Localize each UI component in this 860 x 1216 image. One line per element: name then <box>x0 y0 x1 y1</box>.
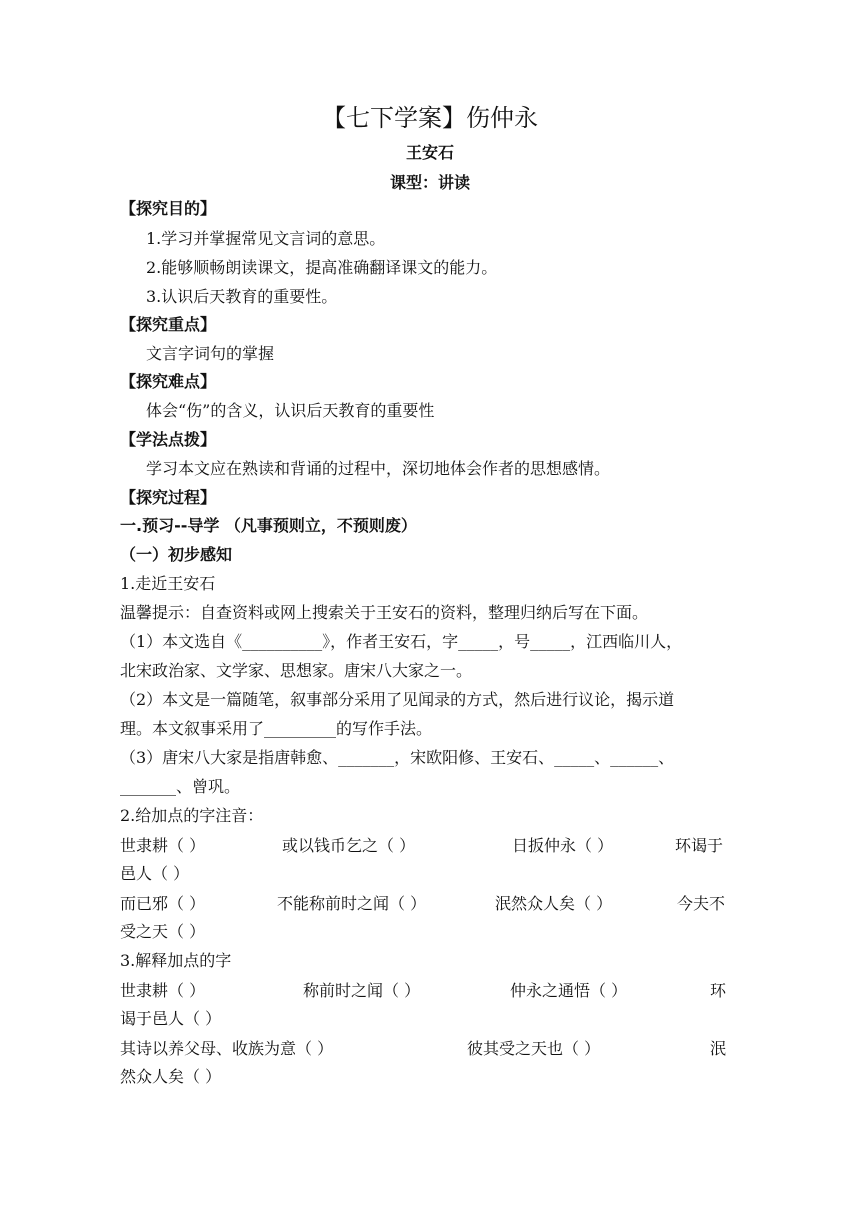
explain-entry: 世隶耕（ ） <box>120 981 206 1000</box>
key-text: 文言字词句的掌握 <box>146 344 275 363</box>
pinyin-entry: 环谒于 <box>675 836 724 855</box>
page-title: 【七下学案】伤仲永 <box>322 104 538 132</box>
goal-1: 1.学习并掌握常见文言词的意思。 <box>146 229 386 248</box>
explain-row-2: 谒于邑人（ ） <box>120 1009 222 1028</box>
pinyin-entry: 而已邪（ ） <box>120 894 206 913</box>
explain-entry: 彼其受之天也（ ） <box>467 1039 601 1058</box>
pinyin-entry: 今夫不 <box>677 894 726 913</box>
pinyin-row-3 <box>120 891 740 915</box>
pinyin-entry: 世隶耕（ ） <box>120 836 206 855</box>
explain-entry: 泯 <box>710 1039 727 1058</box>
process-heading: 【探究过程】 <box>120 488 217 507</box>
method-heading: 【学法点拨】 <box>120 430 217 449</box>
item-1: 1.走近王安石 <box>120 574 216 593</box>
item-3: 3.解释加点的字 <box>120 951 232 970</box>
goal-2: 2.能够顺畅朗读课文，提高准确翻译课文的能力。 <box>146 258 498 277</box>
difficulty-heading: 【探究难点】 <box>120 372 217 391</box>
pinyin-row-2: 邑人（ ） <box>120 864 190 883</box>
preview-heading: 一.预习--导学 （凡事预则立，不预则废） <box>120 516 417 535</box>
explain-entry: 称前时之闻（ ） <box>303 981 421 1000</box>
tip-text: 温馨提示：自查资料或网上搜索关于王安石的资料，整理归纳后写在下面。 <box>120 603 649 622</box>
question-1-line-2: 北宋政治家、文学家、思想家。唐宋八大家之一。 <box>120 661 473 680</box>
question-2-line-1: （2）本文是一篇随笔，叙事部分采用了见闻录的方式，然后进行议论，揭示道 <box>120 690 675 709</box>
pinyin-entry: 泯然众人矣（ ） <box>495 894 613 913</box>
item-2: 2.给加点的字注音： <box>120 806 264 825</box>
pinyin-entry: 不能称前时之闻（ ） <box>277 894 427 913</box>
goal-3: 3.认识后天教育的重要性。 <box>146 287 338 306</box>
author: 王安石 <box>405 143 454 162</box>
pinyin-entry: 或以钱币乞之（ ） <box>282 836 416 855</box>
lesson-type: 课型：讲读 <box>389 173 470 192</box>
explain-entry: 环 <box>710 981 727 1000</box>
question-3-line-1: （3）唐宋八大家是指唐韩愈、_______，宋欧阳修、王安石、_____、______、 <box>120 748 675 767</box>
question-1-line-1: （1）本文选自《__________》，作者王安石，字_____，号_____，江西临川人， <box>120 632 683 651</box>
pinyin-entry: 日扳仲永（ ） <box>512 836 614 855</box>
pinyin-row-4: 受之天（ ） <box>120 922 206 941</box>
explain-row-3 <box>120 1036 740 1060</box>
difficulty-text: 体会“伤”的含义，认识后天教育的重要性 <box>146 401 435 420</box>
method-text: 学习本文应在熟读和背诵的过程中，深切地体会作者的思想感情。 <box>146 459 611 478</box>
explain-row-1 <box>120 978 740 1002</box>
explain-entry: 仲永之通悟（ ） <box>510 981 628 1000</box>
pinyin-row-1 <box>120 833 740 857</box>
goal-heading: 【探究目的】 <box>120 199 217 218</box>
explain-entry: 其诗以养父母、收族为意（ ） <box>120 1039 334 1058</box>
question-3-line-2: _______、曾巩。 <box>120 777 241 796</box>
explain-row-4: 然众人矣（ ） <box>120 1067 222 1086</box>
preview-subheading: （一）初步感知 <box>120 545 233 564</box>
question-2-line-2: 理。本文叙事采用了_________的写作手法。 <box>120 719 433 738</box>
key-heading: 【探究重点】 <box>120 315 217 334</box>
